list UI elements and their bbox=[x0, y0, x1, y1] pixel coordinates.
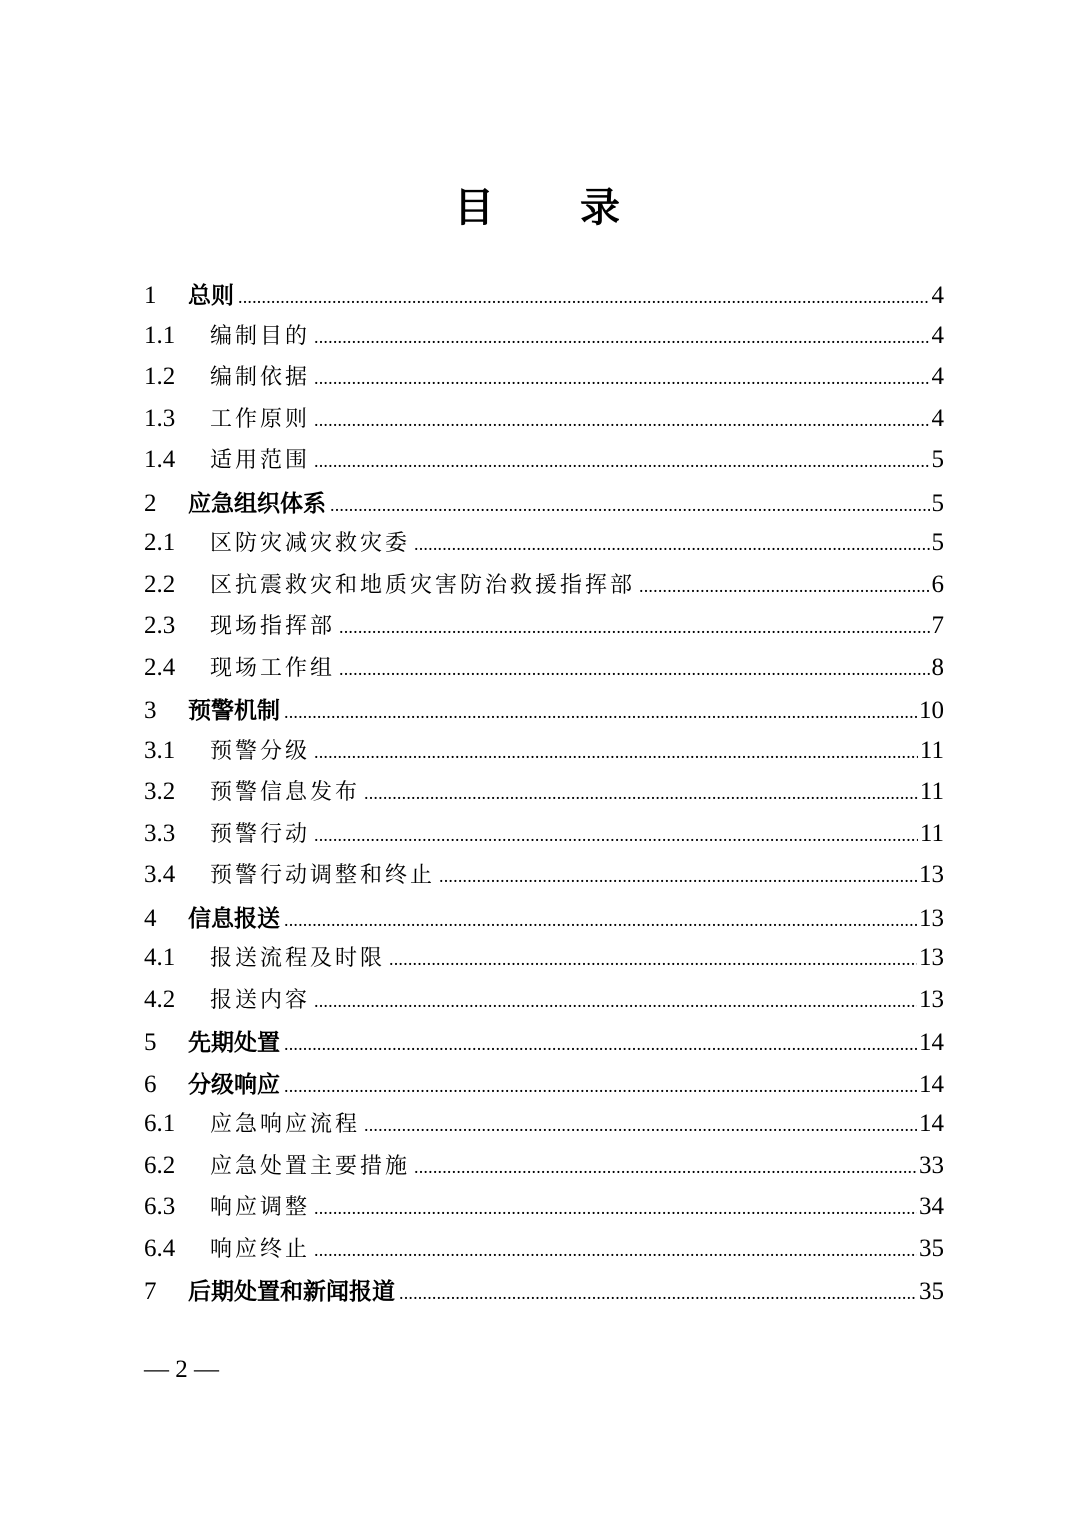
toc-entry-page: 5 bbox=[931, 489, 944, 517]
toc-entry-page: 7 bbox=[931, 612, 944, 639]
dot-leader bbox=[284, 910, 917, 931]
toc-entry-page: 11 bbox=[919, 819, 944, 847]
toc-entry-number: 6.2 bbox=[144, 1151, 176, 1179]
toc-entry[interactable] bbox=[144, 858, 944, 900]
toc-entry[interactable] bbox=[144, 651, 944, 693]
dot-leader bbox=[330, 495, 930, 516]
toc-entry-page: 4 bbox=[931, 363, 944, 390]
toc-entry-number: 2.1 bbox=[144, 529, 176, 556]
toc-entry-page: 6 bbox=[931, 570, 944, 598]
toc-entry-page: 33 bbox=[919, 1151, 944, 1179]
toc-entry-number: 6.1 bbox=[144, 1110, 176, 1137]
toc-entry-number: 4.2 bbox=[144, 985, 176, 1013]
dot-leader bbox=[284, 1034, 917, 1055]
toc-entry[interactable] bbox=[144, 443, 944, 485]
toc-entry-title: 预警机制 bbox=[188, 698, 280, 724]
toc-entry-number: 2.3 bbox=[144, 612, 176, 639]
toc-entry-title: 应急组织体系 bbox=[188, 490, 326, 517]
toc-entry-number: 4.1 bbox=[144, 944, 176, 971]
toc-entry[interactable] bbox=[144, 526, 944, 568]
toc-entry-title: 编制依据 bbox=[210, 365, 311, 390]
dot-leader bbox=[284, 1076, 917, 1097]
toc-entry-page: 4 bbox=[931, 321, 944, 349]
toc-entry-page: 13 bbox=[919, 861, 944, 888]
dot-leader bbox=[238, 287, 930, 308]
toc-entry[interactable] bbox=[144, 983, 944, 1025]
toc-entry-page: 13 bbox=[919, 985, 944, 1013]
toc-entry-number: 1.1 bbox=[144, 321, 176, 349]
toc-entry[interactable] bbox=[144, 360, 944, 402]
toc-entry-title: 应急响应流程 bbox=[210, 1112, 361, 1137]
dot-leader bbox=[314, 368, 929, 389]
page-number-footer: — 2 — bbox=[144, 1356, 219, 1383]
toc-entry-title: 先期处置 bbox=[188, 1030, 280, 1056]
toc-entry-number: 6 bbox=[144, 1070, 157, 1098]
toc-entry-number: 1.3 bbox=[144, 404, 176, 432]
dot-leader bbox=[314, 742, 918, 763]
toc-entry-page: 14 bbox=[919, 1070, 944, 1098]
toc-entry[interactable] bbox=[144, 817, 944, 859]
toc-entry-title: 报送内容 bbox=[210, 987, 311, 1013]
table-of-contents bbox=[144, 277, 944, 1315]
toc-entry-title: 预警行动 bbox=[210, 821, 311, 847]
toc-entry-title: 后期处置和新闻报道 bbox=[188, 1279, 395, 1305]
dot-leader bbox=[314, 1198, 917, 1219]
toc-entry[interactable] bbox=[144, 485, 944, 527]
toc-entry-title: 现场工作组 bbox=[210, 655, 336, 681]
dot-leader bbox=[339, 659, 929, 680]
dot-leader bbox=[399, 1283, 917, 1304]
toc-entry-title: 现场指挥部 bbox=[210, 614, 336, 639]
toc-entry-page: 13 bbox=[919, 904, 944, 932]
dot-leader bbox=[439, 866, 917, 887]
toc-entry-page: 5 bbox=[931, 529, 944, 556]
toc-entry-title: 响应终止 bbox=[210, 1236, 311, 1262]
toc-entry[interactable] bbox=[144, 941, 944, 983]
toc-entry[interactable] bbox=[144, 1149, 944, 1191]
toc-entry-title: 工作原则 bbox=[210, 406, 311, 432]
toc-entry[interactable] bbox=[144, 1273, 944, 1315]
dot-leader bbox=[364, 1115, 917, 1136]
toc-entry-number: 1.4 bbox=[144, 446, 176, 473]
toc-entry-number: 3.4 bbox=[144, 861, 176, 888]
toc-entry-title: 预警分级 bbox=[210, 738, 311, 764]
dot-leader bbox=[389, 949, 917, 970]
toc-entry-number: 3 bbox=[144, 697, 157, 724]
toc-entry-title: 应急处置主要措施 bbox=[210, 1153, 411, 1179]
dot-leader bbox=[284, 702, 917, 723]
toc-entry-title: 信息报送 bbox=[188, 905, 280, 932]
dot-leader bbox=[414, 1157, 917, 1178]
toc-entry[interactable] bbox=[144, 402, 944, 444]
toc-entry-page: 14 bbox=[919, 1110, 944, 1137]
toc-entry-number: 3.1 bbox=[144, 736, 176, 764]
toc-entry-number: 7 bbox=[144, 1278, 157, 1305]
toc-entry-page: 13 bbox=[919, 944, 944, 971]
toc-entry-number: 1.2 bbox=[144, 363, 176, 390]
toc-entry-title: 区防灾减灾救灾委 bbox=[210, 531, 411, 556]
toc-entry-title: 响应调整 bbox=[210, 1195, 311, 1220]
toc-entry-title: 适用范围 bbox=[210, 448, 311, 473]
dot-leader bbox=[314, 327, 929, 348]
toc-entry-number: 2.4 bbox=[144, 653, 176, 681]
dot-leader bbox=[639, 576, 929, 597]
dot-leader bbox=[314, 825, 918, 846]
toc-entry-page: 11 bbox=[919, 736, 944, 764]
page-title: 目 录 bbox=[454, 184, 656, 231]
toc-entry[interactable] bbox=[144, 1190, 944, 1232]
toc-entry[interactable] bbox=[144, 568, 944, 610]
dot-leader bbox=[339, 617, 929, 638]
toc-entry[interactable] bbox=[144, 1232, 944, 1274]
toc-entry-page: 8 bbox=[931, 653, 944, 681]
toc-entry-page: 4 bbox=[931, 282, 944, 309]
dot-leader bbox=[364, 783, 918, 804]
toc-entry-number: 6.3 bbox=[144, 1193, 176, 1220]
toc-entry-number: 1 bbox=[144, 282, 157, 309]
toc-entry-number: 5 bbox=[144, 1029, 157, 1056]
dot-leader bbox=[314, 1240, 917, 1261]
dot-leader bbox=[314, 410, 929, 431]
toc-entry[interactable] bbox=[144, 609, 944, 651]
toc-entry-title: 编制目的 bbox=[210, 323, 311, 349]
toc-entry[interactable] bbox=[144, 692, 944, 734]
toc-entry-number: 3.3 bbox=[144, 819, 176, 847]
toc-entry-number: 2 bbox=[144, 489, 157, 517]
toc-entry-number: 3.2 bbox=[144, 778, 176, 805]
toc-entry[interactable] bbox=[144, 734, 944, 776]
toc-entry[interactable] bbox=[144, 277, 944, 319]
toc-entry[interactable] bbox=[144, 1107, 944, 1149]
toc-entry-title: 预警行动调整和终止 bbox=[210, 863, 436, 888]
toc-entry[interactable] bbox=[144, 900, 944, 942]
toc-entry-title: 分级响应 bbox=[188, 1071, 280, 1098]
toc-entry-title: 预警信息发布 bbox=[210, 780, 361, 805]
toc-entry[interactable] bbox=[144, 1066, 944, 1108]
toc-entry[interactable] bbox=[144, 775, 944, 817]
toc-entry-number: 6.4 bbox=[144, 1234, 176, 1262]
toc-entry-page: 10 bbox=[919, 697, 944, 724]
toc-entry-title: 总则 bbox=[188, 283, 234, 309]
dot-leader bbox=[414, 534, 929, 555]
toc-entry-page: 34 bbox=[919, 1193, 944, 1220]
toc-entry-page: 14 bbox=[919, 1029, 944, 1056]
toc-entry-number: 4 bbox=[144, 904, 157, 932]
toc-entry-page: 11 bbox=[919, 778, 944, 805]
toc-entry-page: 35 bbox=[919, 1278, 944, 1305]
toc-entry-page: 35 bbox=[919, 1234, 944, 1262]
toc-entry-title: 报送流程及时限 bbox=[210, 946, 386, 971]
toc-entry-title: 区抗震救灾和地质灾害防治救援指挥部 bbox=[210, 572, 636, 598]
toc-entry[interactable] bbox=[144, 1024, 944, 1066]
toc-entry-page: 4 bbox=[931, 404, 944, 432]
dot-leader bbox=[314, 451, 929, 472]
dot-leader bbox=[314, 991, 917, 1012]
toc-entry-page: 5 bbox=[931, 446, 944, 473]
toc-entry[interactable] bbox=[144, 319, 944, 361]
toc-entry-number: 2.2 bbox=[144, 570, 176, 598]
